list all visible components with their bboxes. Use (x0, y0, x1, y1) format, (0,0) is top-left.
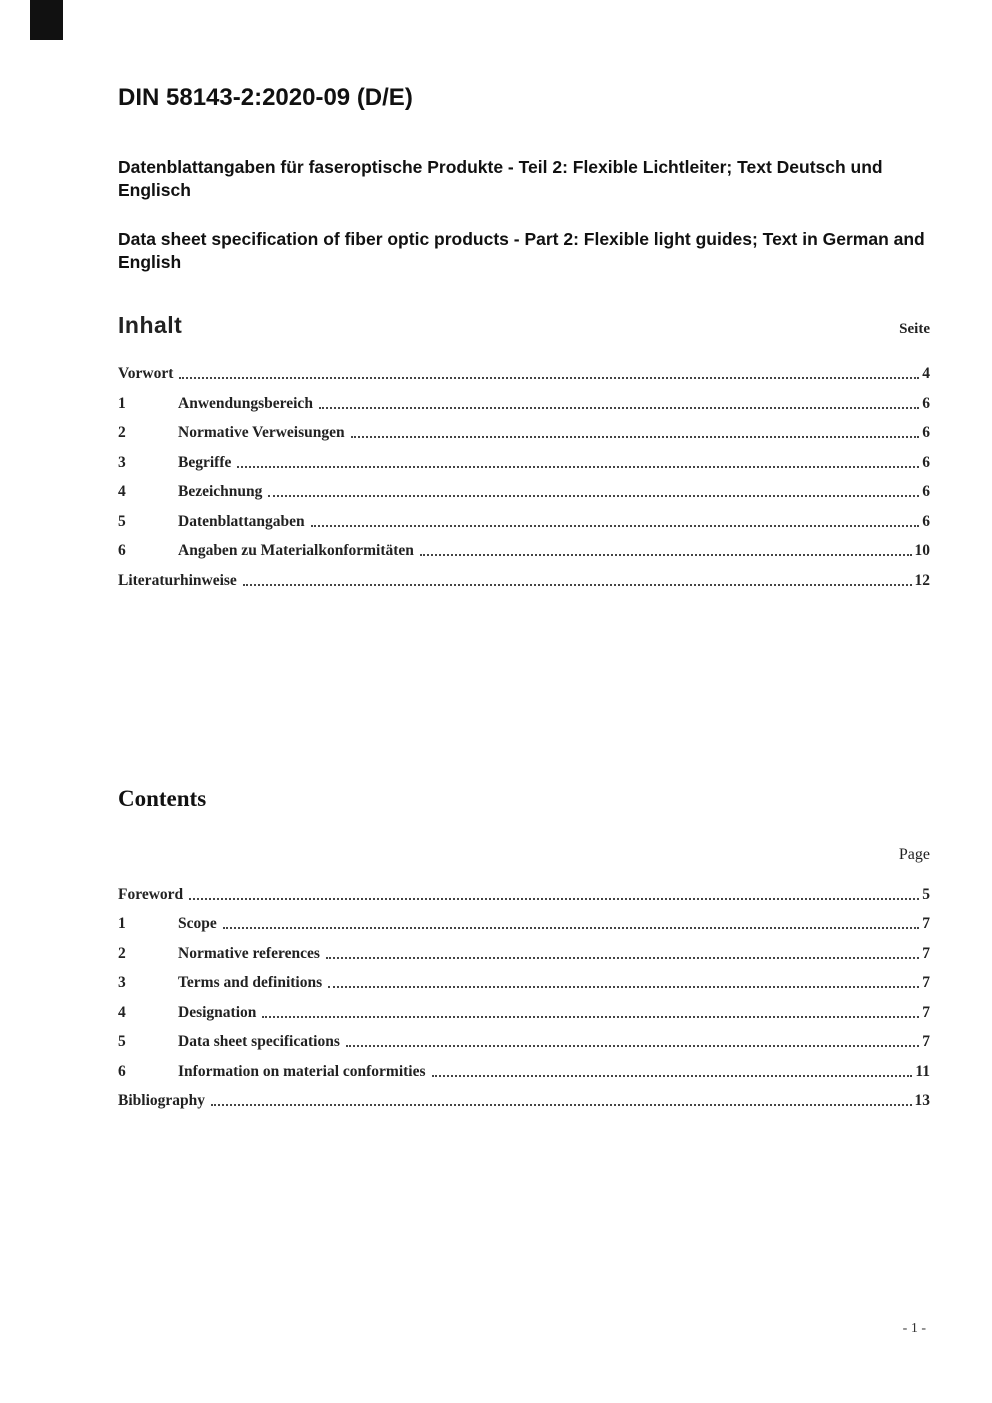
toc-entry-page: 6 (922, 483, 930, 501)
toc-entry-number: 5 (118, 512, 126, 530)
toc-entry-page: 7 (922, 1003, 930, 1021)
toc-entry-number: 4 (118, 483, 126, 501)
toc-entry-label: Designation (178, 1003, 257, 1021)
toc-entry-page: 13 (914, 1092, 930, 1110)
toc-entry (118, 915, 930, 933)
toc-entry (118, 395, 930, 413)
title-german: Datenblattangaben für faseroptische Produkte - Teil 2: Flexible Lichtleiter; Text Deutsch und Englisch (118, 157, 883, 201)
toc-entry-page: 6 (922, 424, 930, 442)
toc-entry-page: 7 (922, 974, 930, 992)
toc-dot-leader (328, 986, 919, 988)
toc-entry (118, 454, 930, 472)
toc-entry-label: Bibliography (118, 1092, 205, 1110)
toc-entry (118, 1033, 930, 1051)
toc-dot-leader (179, 377, 919, 379)
toc-entry-number: 2 (118, 424, 126, 442)
toc-entry-number: 6 (118, 542, 126, 560)
toc-entry-page: 6 (922, 453, 930, 471)
toc-entry-page: 6 (922, 512, 930, 530)
toc-entry-number: 3 (118, 453, 126, 471)
title-english: Data sheet specification of fiber optic products - Part 2: Flexible light guides; Text in German and English (118, 229, 925, 273)
toc-entry (118, 542, 930, 560)
toc-dot-leader (319, 407, 919, 409)
toc-entry-label: Datenblattangaben (178, 512, 305, 530)
document-number: DIN 58143-2:2020-09 (D/E) (118, 84, 413, 111)
toc-dot-leader (311, 525, 920, 527)
toc-dot-leader (326, 957, 919, 959)
toc-entry (118, 1092, 930, 1110)
toc-entry (118, 483, 930, 501)
toc-entry-number: 6 (118, 1062, 126, 1080)
toc-entry-number: 1 (118, 915, 126, 933)
toc-entry-page: 7 (922, 1033, 930, 1051)
toc-entry-number: 4 (118, 1003, 126, 1021)
toc-entry-label: Data sheet specifications (178, 1033, 340, 1051)
toc-entry-page: 5 (922, 885, 930, 903)
toc-entry (118, 572, 930, 590)
toc-dot-leader (346, 1045, 919, 1047)
toc-entry-label: Information on material conformities (178, 1062, 426, 1080)
toc-entry (118, 365, 930, 383)
toc-entry-label: Normative references (178, 944, 320, 962)
page-column-label-german: Seite (899, 321, 930, 338)
toc-entry-label: Foreword (118, 885, 184, 903)
toc-entry-number: 2 (118, 944, 126, 962)
toc-entry (118, 945, 930, 963)
toc-dot-leader (189, 898, 919, 900)
toc-heading-german: Inhalt (118, 312, 183, 339)
toc-entry-label: Normative Verweisungen (178, 424, 345, 442)
toc-list-german (118, 365, 930, 590)
footer-page-number: - 1 - (902, 1321, 926, 1336)
toc-entry (118, 886, 930, 904)
toc-dot-leader (223, 927, 920, 929)
toc-entry-label: Scope (178, 915, 217, 933)
toc-entry-label: Anwendungsbereich (178, 394, 313, 412)
toc-dot-leader (237, 466, 919, 468)
toc-entry (118, 974, 930, 992)
toc-entry-label: Terms and definitions (178, 974, 323, 992)
toc-entry (118, 513, 930, 531)
toc-dot-leader (268, 495, 919, 497)
toc-entry-number: 1 (118, 394, 126, 412)
toc-entry-number: 5 (118, 1033, 126, 1051)
toc-header-german (118, 312, 930, 339)
toc-entry-label: Bezeichnung (178, 483, 263, 501)
toc-entry-page: 6 (922, 394, 930, 412)
toc-entry (118, 1004, 930, 1022)
toc-dot-leader (211, 1104, 912, 1106)
toc-entry-page: 10 (914, 542, 930, 560)
toc-list-english (118, 886, 930, 1111)
toc-entry-page: 7 (922, 944, 930, 962)
toc-dot-leader (243, 584, 912, 586)
toc-entry-label: Angaben zu Materialkonformitäten (178, 542, 414, 560)
toc-dot-leader (262, 1016, 919, 1018)
page-column-label-english: Page (898, 845, 930, 863)
toc-entry-label: Literaturhinweise (118, 571, 237, 589)
toc-entry-page: 4 (922, 365, 930, 383)
toc-entry (118, 1063, 930, 1081)
toc-dot-leader (351, 436, 920, 438)
toc-heading-english: Contents (118, 785, 207, 811)
toc-entry-page: 11 (915, 1062, 930, 1080)
registration-mark (30, 0, 63, 40)
toc-entry-label: Vorwort (118, 365, 174, 383)
toc-entry (118, 424, 930, 442)
toc-dot-leader (432, 1075, 913, 1077)
toc-entry-label: Begriffe (178, 453, 232, 471)
toc-entry-page: 7 (922, 915, 930, 933)
toc-entry-page: 12 (914, 571, 930, 589)
toc-entry-number: 3 (118, 974, 126, 992)
toc-dot-leader (420, 554, 912, 556)
